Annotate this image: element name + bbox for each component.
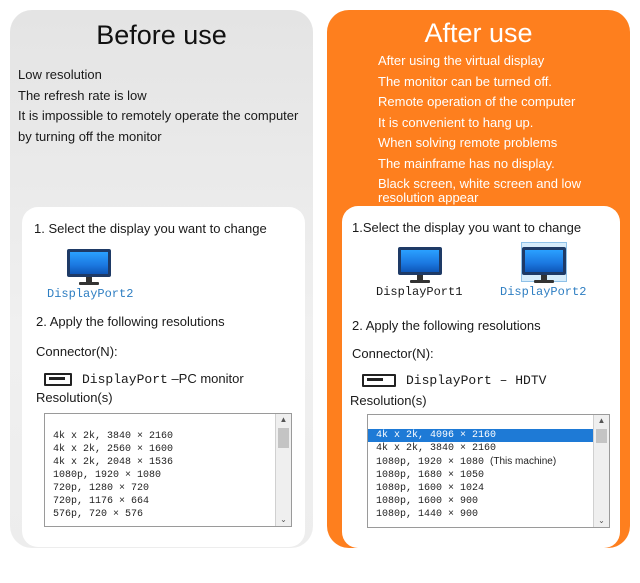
connector-suffix: –PC monitor — [171, 371, 244, 386]
resolution-option-selected[interactable] — [368, 429, 593, 442]
resolution-option[interactable]: 4k x 2k, 3840 × 2160 — [53, 431, 174, 442]
resolutions-scrollbar[interactable] — [275, 414, 291, 526]
monitor-icon — [398, 247, 442, 285]
scrollbar-thumb[interactable] — [278, 428, 289, 448]
resolution-option[interactable] — [368, 455, 593, 469]
resolution-option[interactable] — [368, 469, 593, 482]
before-point: Low resolution — [18, 67, 102, 82]
resolution-option[interactable]: 720p, 1176 × 664 — [53, 496, 150, 507]
chevron-down-icon[interactable]: ⌄ — [598, 516, 605, 525]
before-use-heading: Before use — [96, 20, 227, 50]
after-point: When solving remote problems — [378, 135, 558, 150]
resolution-option[interactable] — [368, 495, 593, 508]
displayport-connector-icon — [362, 374, 396, 387]
connector-value-row — [44, 371, 244, 387]
resolution-text: 4k x 2k, 4096 × 2160 — [376, 430, 497, 441]
before-point: The refresh rate is low — [18, 87, 147, 103]
resolution-option[interactable] — [368, 442, 593, 455]
resolution-text: 4k x 2k, 3840 × 2160 — [376, 443, 497, 454]
connector-value: DisplayPort – HDTV — [406, 373, 547, 388]
chevron-up-icon[interactable]: ▲ — [279, 415, 288, 424]
resolutions-label: Resolution(s) — [36, 390, 113, 405]
display-label: DisplayPort1 — [376, 285, 463, 299]
monitor-icon — [522, 247, 566, 285]
before-settings-card — [22, 207, 305, 547]
resolution-text: 1080p, 1680 × 1050 — [376, 470, 485, 481]
before-point: It is impossible to remotely operate the computer — [18, 108, 299, 123]
before-use-points — [18, 65, 298, 147]
apply-resolutions-instruction: 2. Apply the following resolutions — [352, 318, 541, 333]
display-label: DisplayPort2 — [500, 285, 587, 299]
monitor-icon — [67, 249, 111, 287]
resolution-option[interactable] — [368, 482, 593, 495]
scrollbar-thumb[interactable] — [596, 429, 607, 443]
after-point: The mainframe has no display. — [378, 155, 555, 171]
connector-value-row — [362, 372, 546, 388]
display-option-displayport2[interactable] — [47, 247, 157, 303]
resolution-text: 1080p, 1600 × 900 — [376, 496, 479, 507]
before-point: by turning off the monitor — [18, 128, 162, 144]
select-display-instruction: 1. Select the display you want to change — [34, 221, 267, 236]
after-use-points — [378, 51, 608, 205]
resolution-note: (This machine) — [490, 456, 557, 467]
chevron-up-icon[interactable]: ▲ — [597, 416, 606, 425]
after-point: Black screen, white screen and low resolution appear — [378, 176, 582, 205]
resolution-option[interactable] — [368, 508, 593, 521]
after-settings-card — [342, 206, 620, 548]
after-point: The monitor can be turned off. — [378, 73, 552, 89]
displayport-connector-icon — [44, 373, 72, 386]
resolution-option[interactable]: 576p, 720 × 576 — [53, 509, 144, 520]
chevron-down-icon[interactable]: ⌄ — [280, 515, 287, 524]
resolutions-listbox[interactable] — [367, 414, 610, 528]
resolution-option[interactable]: 4k x 2k, 2048 × 1536 — [53, 457, 174, 468]
before-use-panel — [10, 10, 313, 548]
after-point: Remote operation of the computer — [378, 94, 576, 109]
resolutions-scrollbar[interactable] — [593, 415, 609, 527]
resolution-option[interactable]: 1080p, 1920 × 1080 — [53, 470, 162, 481]
display-option-displayport1[interactable] — [374, 242, 474, 298]
resolution-text: 1080p, 1440 × 900 — [376, 509, 479, 520]
connector-value: DisplayPort — [82, 372, 168, 387]
apply-resolutions-instruction: 2. Apply the following resolutions — [36, 314, 225, 329]
resolutions-listbox[interactable] — [44, 413, 292, 527]
resolution-text: 1080p, 1600 × 1024 — [376, 483, 485, 494]
after-use-heading: After use — [424, 18, 533, 48]
after-point: After using the virtual display — [378, 53, 545, 68]
display-option-displayport2[interactable] — [498, 242, 598, 298]
resolution-option[interactable]: 4k x 2k, 2560 × 1600 — [53, 444, 174, 455]
resolution-option[interactable]: 720p, 1280 × 720 — [53, 483, 150, 494]
resolution-text: 1080p, 1920 × 1080 — [376, 457, 485, 468]
connector-label: Connector(N): — [352, 346, 434, 361]
resolutions-label: Resolution(s) — [350, 393, 427, 408]
display-label: DisplayPort2 — [47, 287, 134, 301]
after-use-panel — [327, 10, 630, 548]
select-display-instruction: 1.Select the display you want to change — [352, 220, 582, 235]
after-point: It is convenient to hang up. — [378, 114, 534, 130]
connector-label: Connector(N): — [36, 344, 118, 359]
